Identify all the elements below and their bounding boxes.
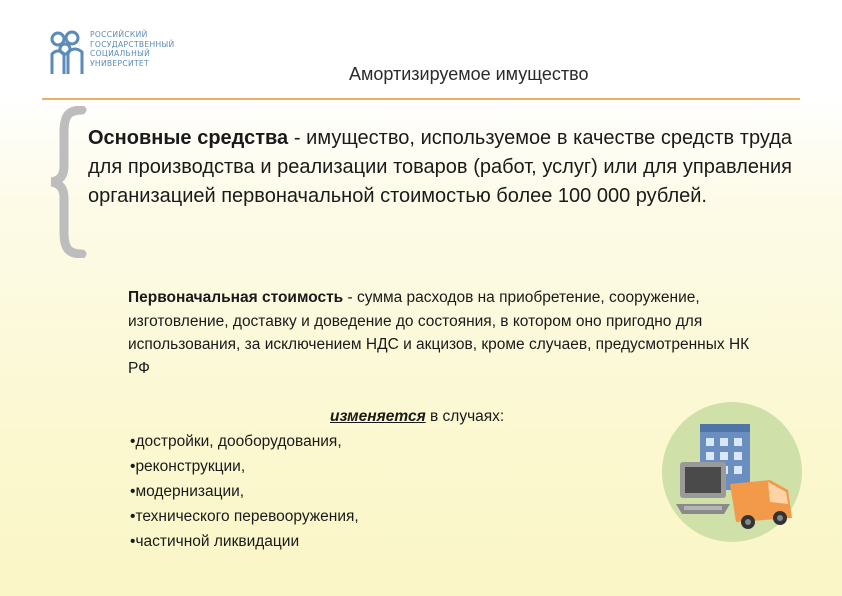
fixed-assets-definition [88,124,792,211]
list-item: • технического перевооружения, [130,504,630,529]
initial-cost-definition [128,286,750,380]
definition-text: - имущество, используемое в качестве средств труда для производства и реализации товаров (работ, услуг) или для управления организацией первоначальной стоимостью более 100 000 рублей. [88,127,792,207]
logo-text: РОССИЙСКИЙ ГОСУДАРСТВЕННЫЙ СОЦИАЛЬНЫЙ УНИВЕРСИТЕТ [90,30,175,68]
definition-term: Основные средства [88,127,289,149]
title-divider [42,98,800,100]
slide-title: Амортизируемое имущество [349,64,589,84]
list-item: • частичной ликвидации [130,529,630,554]
building-computer-truck-icon [660,400,804,544]
list-item: • достройки, дооборудования, [130,429,630,454]
list-item: • модернизации, [130,479,630,504]
initial-cost-text: - сумма расходов на приобретение, сооружение, изготовление, доставку и доведение до состояния, в котором оно пригодно для использования, за исключением НДС и акцизов, кроме случаев, предусмотренных НК РФ [128,289,750,377]
curly-brace-icon [48,106,88,258]
changes-keyword: изменяется [330,408,426,425]
changes-list [130,429,630,554]
university-logo-icon [48,30,86,76]
changes-suffix: в случаях: [425,408,505,425]
list-item: • реконструкции, [130,454,630,479]
changes-section [130,404,630,554]
university-logo [48,30,198,80]
initial-cost-term: Первоначальная стоимость [128,289,344,306]
changes-heading [130,404,630,429]
